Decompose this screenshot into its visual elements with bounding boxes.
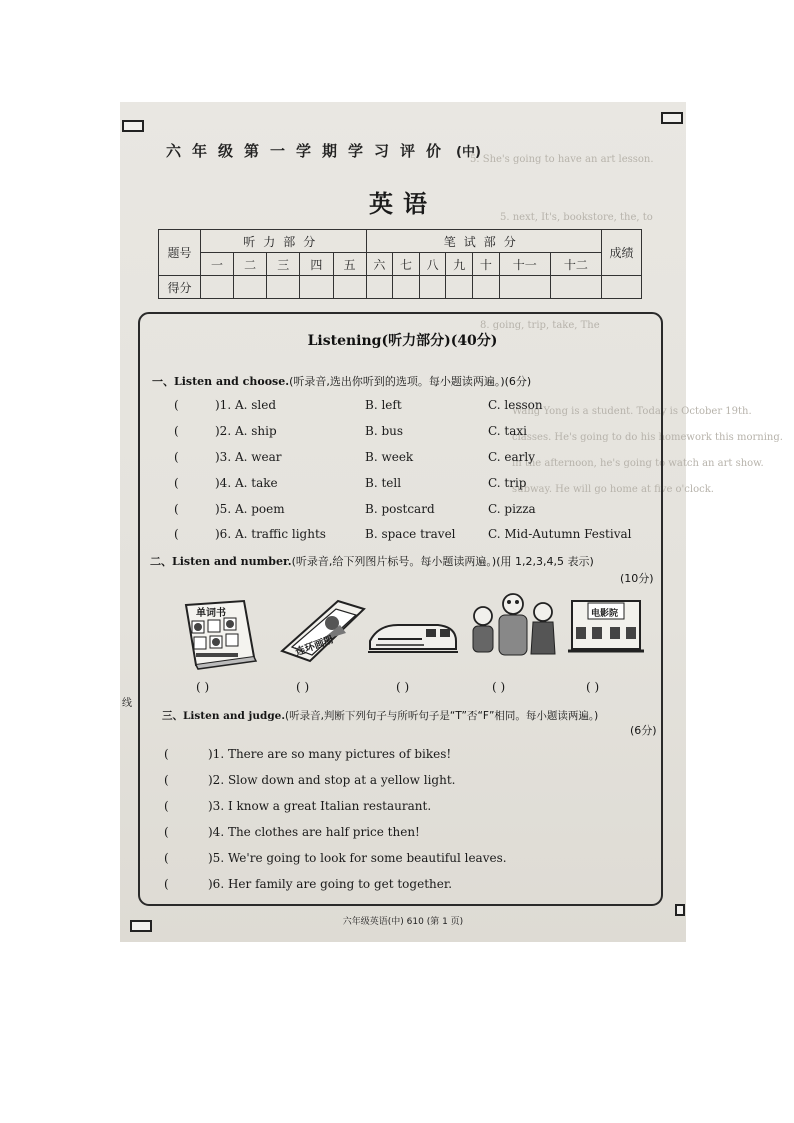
answer-bracket[interactable]: ( <box>174 450 179 464</box>
column-header: 六 <box>366 253 393 276</box>
picture-answer-1[interactable]: ( ) <box>196 680 210 694</box>
picture-answer-4[interactable]: ( ) <box>492 680 506 694</box>
bleed-through-text: subway. He will go home at five o'clock. <box>512 484 714 495</box>
cinema-icon <box>568 595 644 661</box>
judge-question-1 <box>164 747 634 765</box>
column-header: 五 <box>333 253 366 276</box>
column-header: 九 <box>446 253 473 276</box>
score-table-score-row <box>159 276 642 299</box>
answer-bracket[interactable]: ( <box>164 799 169 813</box>
part3-title-en: 三、Listen and judge. <box>162 710 285 722</box>
answer-bracket[interactable]: ( <box>164 851 169 865</box>
answer-bracket[interactable]: ( <box>174 502 179 516</box>
bleed-through-text: classes. He's going to do his homework this morning. <box>512 432 783 443</box>
option-b: B. week <box>365 450 414 464</box>
answer-bracket[interactable]: ( <box>164 747 169 761</box>
score-cell[interactable] <box>550 276 601 299</box>
bleed-through-text: 8. going, trip, take, The <box>480 320 600 331</box>
option-b: B. bus <box>365 424 404 438</box>
judge-question-3 <box>164 799 634 817</box>
registration-mark-top-right <box>661 112 683 124</box>
column-header: 四 <box>300 253 333 276</box>
option-b: B. left <box>365 398 402 412</box>
written-group-label: 笔试部分 <box>366 230 601 253</box>
score-table-columns-row <box>159 253 642 276</box>
judge-sentence: )4. The clothes are half price then! <box>208 825 420 839</box>
listening-title: Listening(听力部分)(40分) <box>307 333 498 349</box>
score-cell[interactable] <box>473 276 500 299</box>
judge-sentence: )5. We're going to look for some beautiful leaves. <box>208 851 507 865</box>
column-header: 十二 <box>550 253 601 276</box>
word-book-icon <box>182 599 256 673</box>
option-a: )4. A. take <box>215 476 278 490</box>
exam-title <box>166 140 646 161</box>
score-cell[interactable] <box>499 276 550 299</box>
answer-bracket[interactable]: ( <box>174 398 179 412</box>
judge-question-4 <box>164 825 634 843</box>
choice-question-1 <box>174 398 664 416</box>
choice-question-2 <box>174 424 664 442</box>
column-header: 一 <box>201 253 234 276</box>
judge-sentence: )3. I know a great Italian restaurant. <box>208 799 432 813</box>
part3-title-cn: (听录音,判断下列句子与所听句子是“T”否“F”相同。每小题读两遍。) <box>285 710 599 722</box>
option-b: B. postcard <box>365 502 435 516</box>
answer-bracket[interactable]: ( <box>164 825 169 839</box>
part2-title <box>150 553 594 569</box>
picture-answer-3[interactable]: ( ) <box>396 680 410 694</box>
part2-title-en: 二、Listen and number. <box>150 555 292 568</box>
judge-sentence: )6. Her family are going to get together. <box>208 877 453 891</box>
answer-bracket[interactable]: ( <box>174 476 179 490</box>
judge-question-6 <box>164 877 634 895</box>
option-c: C. lesson <box>488 398 543 412</box>
listening-group-label: 听力部分 <box>201 230 367 253</box>
option-a: )3. A. wear <box>215 450 282 464</box>
exam-title-text: 六年级第一学期学习评价 <box>166 142 453 160</box>
score-cell[interactable] <box>446 276 473 299</box>
subject-title: 英语 <box>369 190 437 218</box>
option-a: )6. A. traffic lights <box>215 527 326 541</box>
column-header: 十 <box>473 253 500 276</box>
option-c: C. trip <box>488 476 527 490</box>
score-row-label: 得分 <box>159 276 201 299</box>
judge-question-5 <box>164 851 634 869</box>
score-cell[interactable] <box>300 276 333 299</box>
total-score-label: 成绩 <box>602 230 642 276</box>
bleed-through-text: Wang Yong is a student. Today is October 19th. <box>512 406 752 417</box>
score-cell[interactable] <box>234 276 267 299</box>
judge-question-2 <box>164 773 634 791</box>
judge-sentence: )2. Slow down and stop at a yellow light. <box>208 773 456 787</box>
choice-question-3 <box>174 450 664 468</box>
option-a: )1. A. sled <box>215 398 277 412</box>
score-cell[interactable] <box>393 276 420 299</box>
option-a: )2. A. ship <box>215 424 277 438</box>
grade-level-mark: (中) <box>456 145 481 160</box>
score-cell[interactable] <box>419 276 446 299</box>
option-c: C. pizza <box>488 502 536 516</box>
word-book-caption: 单词书 <box>196 608 226 619</box>
binding-margin-mark: 线 <box>122 698 132 709</box>
part2-points: (10分) <box>620 572 654 585</box>
comic-book-caption: 连环画册 <box>294 634 336 659</box>
bleed-through-text: in the afternoon, he's going to watch an art show. <box>512 458 764 469</box>
part3-title <box>162 708 598 723</box>
option-c: C. early <box>488 450 535 464</box>
option-c: C. Mid-Autumn Festival <box>488 527 632 541</box>
comic-book-icon <box>280 599 366 667</box>
family-icon <box>465 592 557 668</box>
part1-title-en: 一、Listen and choose. <box>152 375 290 388</box>
option-b: B. space travel <box>365 527 456 541</box>
answer-bracket[interactable]: ( <box>174 424 179 438</box>
option-c: C. taxi <box>488 424 527 438</box>
score-cell[interactable] <box>333 276 366 299</box>
registration-mark-top-left <box>122 120 144 132</box>
answer-bracket[interactable]: ( <box>164 877 169 891</box>
part1-title-cn: (听录音,选出你听到的选项。每小题读两遍。)(6分) <box>289 375 532 388</box>
part3-points: (6分) <box>630 724 657 737</box>
column-header: 二 <box>234 253 267 276</box>
judge-sentence: )1. There are so many pictures of bikes! <box>208 747 452 761</box>
bleed-through-text: 5. She's going to have an art lesson. <box>470 154 654 165</box>
part2-title-cn: (听录音,给下列图片标号。每小题读两遍。)(用 1,2,3,4,5 表示) <box>291 555 594 568</box>
total-score-cell[interactable] <box>602 276 642 299</box>
score-cell[interactable] <box>267 276 300 299</box>
column-header: 三 <box>267 253 300 276</box>
option-a: )5. A. poem <box>215 502 285 516</box>
train-icon <box>368 615 458 659</box>
score-cell[interactable] <box>201 276 234 299</box>
cinema-caption: 电影院 <box>591 609 619 619</box>
column-header: 十一 <box>499 253 550 276</box>
choice-question-5 <box>174 502 664 520</box>
page-footer: 六年级英语(中) 610 (第 1 页) <box>342 917 464 927</box>
part1-title <box>152 373 531 389</box>
option-b: B. tell <box>365 476 402 490</box>
score-table <box>158 229 642 299</box>
column-header: 七 <box>393 253 420 276</box>
picture-answer-2[interactable]: ( ) <box>296 680 310 694</box>
choice-question-6 <box>174 527 664 545</box>
column-header: 八 <box>419 253 446 276</box>
score-cell[interactable] <box>366 276 393 299</box>
choice-question-4 <box>174 476 664 494</box>
answer-bracket[interactable]: ( <box>174 527 179 541</box>
scanned-exam-page <box>120 102 783 942</box>
picture-answer-5[interactable]: ( ) <box>586 680 600 694</box>
bleed-through-text: 5. next, It's, bookstore, the, to <box>500 212 653 223</box>
question-number-label: 题号 <box>159 230 201 276</box>
answer-bracket[interactable]: ( <box>164 773 169 787</box>
score-table-header-row <box>159 230 642 253</box>
